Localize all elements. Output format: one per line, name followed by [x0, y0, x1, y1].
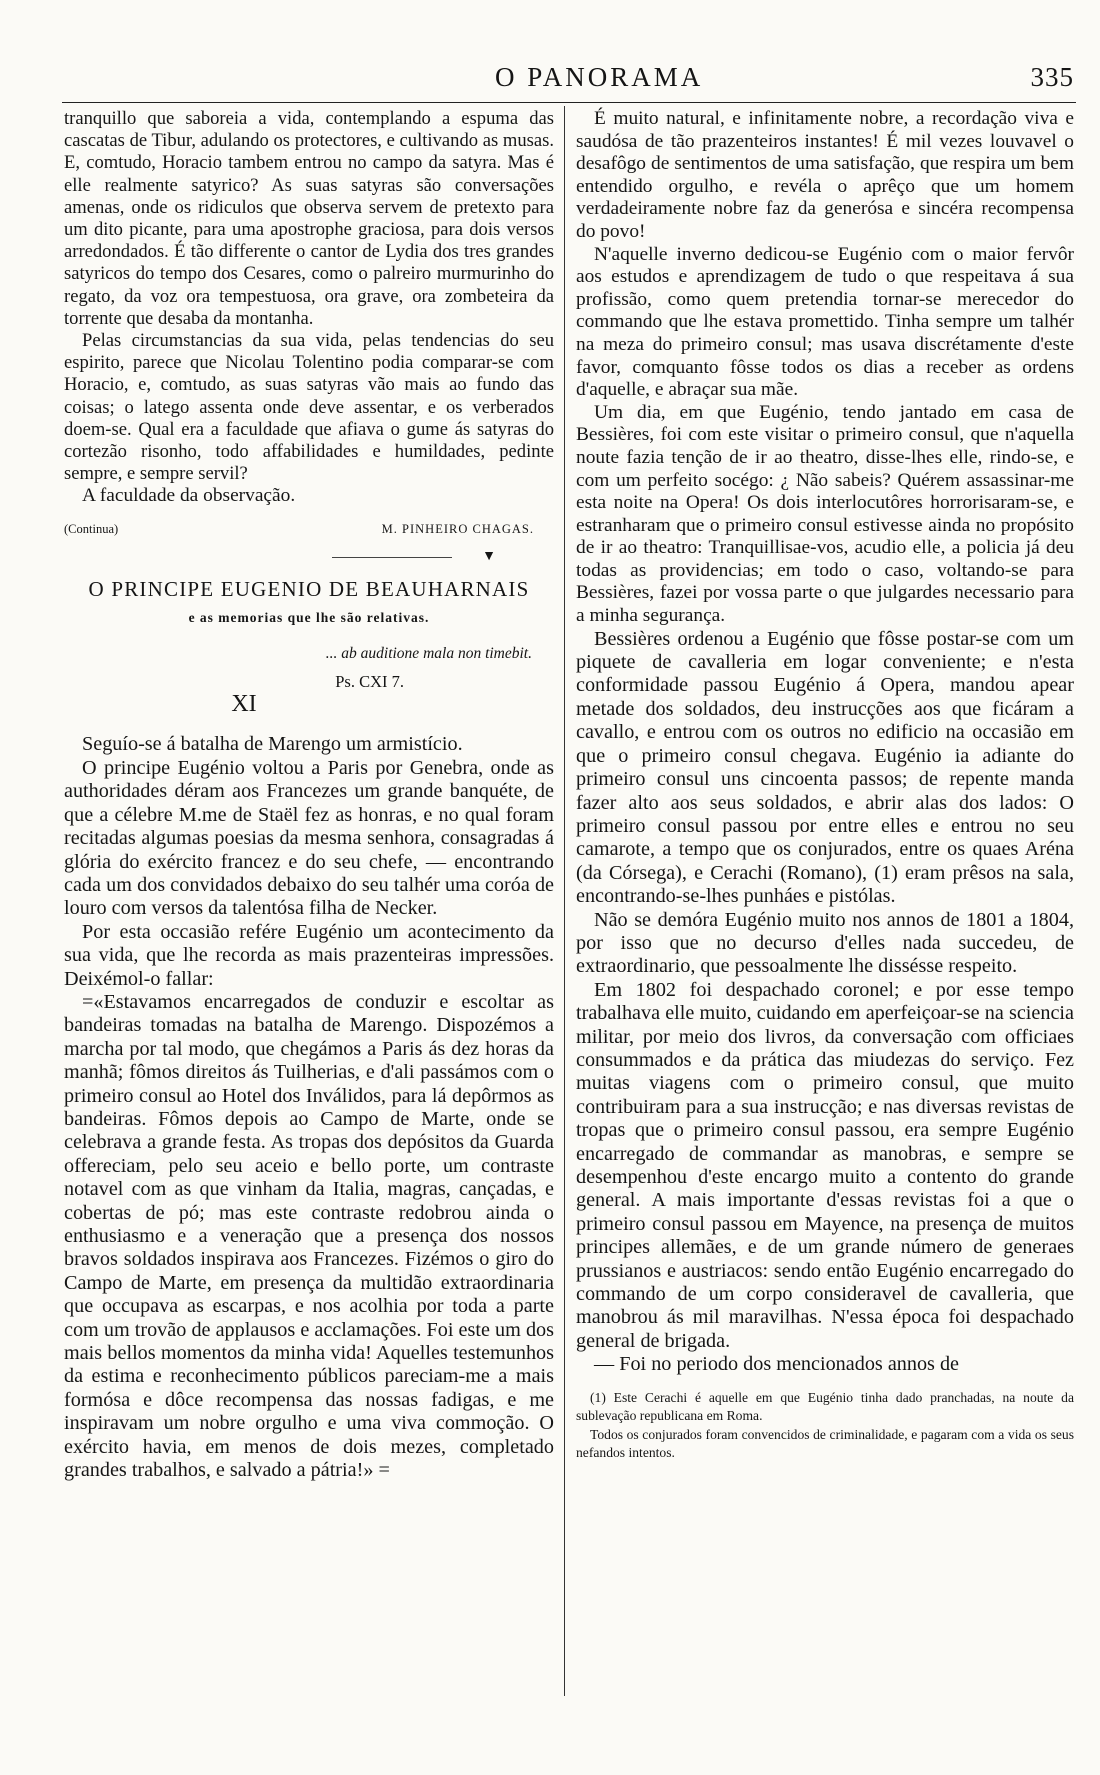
paragraph: Em 1802 foi despachado coronel; e por esse tempo trabalhava elle muito, cuidando em aperfeiçoar-se na sciencia militar, por meio dos livros, da conversação com officiaes consummados e da prática das miudezas do serviço. Fez muitas viagens com o primeiro consul, que muito contribuiram para a sua instrucção; e nas diversas revistas de tropas que o primeiro consul passou, era sempre Eugénio encarregado de commandar as manobras, e sempre se desempenhou d'este encargo muito a contento do grande general. A mais importante d'essas revistas foi a que o primeiro consul passou em Mayence, na presença de muitos principes allemães, e de um grande número de generaes prussianos e austriacos: sendo então Eugénio encarregado do commando de um corpo consideravel de cavalleria, que manobrou ás mil maravilhas. N'essa época foi despachado general de brigada. — [576, 978, 1074, 1352]
publication-title: O PANORAMA — [495, 62, 704, 92]
footnote: (1) Este Cerachi é aquelle em que Eugénio tinha dado pranchadas, na noute da sublevação republicana em Roma. — [576, 1389, 1074, 1424]
paragraph: O principe Eugénio voltou a Paris por Genebra, onde as authoridades déram aos Francezes um grande banquéte, de que a célebre M.me de Staël fez as honras, e no qual foram recitadas algumas poesias da mesma senhora, consagradas á glória do exército francez e do seu chefe, — encontrando cada um dos convidados debaixo do seu talhér uma coróa de louro com versos da talentósa filha de Necker. — [64, 756, 554, 920]
paragraph: — Foi no periodo dos mencionados annos de — [594, 1353, 960, 1376]
paragraph: Um dia, em que Eugénio, tendo jantado em casa de Bessières, foi com este visitar o primeiro consul, que n'aquella noute fazia tenção de ir ao theatro, disse-lhes elle, rindo-se, e com um perfeito socégo: ¿ Não sabeis? Quérem assassinar-me esta noite na Opera! Os dois interlocutôres horrorisaram-se, e estranharam que o primeiro consul estivesse ainda no propósito de ir ao theatro: Tranquillisae-vos, acudio elle, a policia já deu todas as providencias; em todo o caso, voltando-se para Bessières, fazei por vossa parte o que julgardes necessario para a minha segurança. — [576, 401, 1074, 627]
paragraph: Bessières ordenou a Eugénio que fôsse postar-se com um piquete de cavalleria em logar conveniente; e n'esta conformidade passou Eugénio á Opera, mandou apear metade dos soldados, deu instrucções aos que ficáram a cavallo, e entrou com os outros no edificio na occasião em que o primeiro consul chegava. Eugénio ia adiante do primeiro consul uns cincoenta passos; de repente manda fazer alto aos seus soldados, e abrir alas dos lados: O primeiro consul passou por entre elles e entrou no seu camarote, a tempo que os conjurados, entre os quaes Aréna (da Córsega), e Cerachi (Romano), (1) eram prêsos na sala, encontrando-se-lhes punháes e pistólas. — [576, 627, 1074, 908]
author-signature: M. PINHEIRO CHAGAS. — [381, 522, 534, 537]
paragraph: A faculdade da observação. — [82, 485, 296, 507]
paragraph: =«Estavamos encarregados de conduzir e escoltar as bandeiras tomadas na batalha de Marengo. Dispozémos a marcha por tal modo, que chegámos a Paris ás dez horas da manhã; fômos direitos ás Tuilherias, e d'ali passámos com o primeiro consul ao Hotel dos Inválidos, para lá depôrmos as bandeiras. Fômos depois ao Campo de Marte, onde se celebrava a grande festa. As tropas dos depósitos da Guarda offereciam, pelo seu aceio e bello porte, um contraste notavel com as que vinham da Italia, magras, cançadas, e cobertas de pó; mas este contraste redobrou ainda o enthusiasmo e a veneração que a presença dos nossos bravos soldados inspirava aos Francezes. Fizémos o giro do Campo de Marte, em presença da multidão extraordinaria que occupava as escarpas, e nos acolhia por toda a parte com um trovão de applausos e acclamações. Foi este um dos mais bellos momentos da minha vida! Aquelles testemunhos da estima e reconhecimento públicos pareciam-me a mais formósa e dôce recompensa das nossas fadigas, e me inspiravam um nobre orgulho e uma viva commoção. O exército havia, em menos de dois mezes, completado grandes trabalhos, e salvado a pátria!» = — [64, 990, 554, 1482]
paragraph: Seguío-se á batalha de Marengo um armistício. — [82, 733, 463, 756]
signature-line — [64, 518, 554, 540]
paragraph: Pelas circumstancias da sua vida, pelas tendencias do seu espirito, parece que Nicolau Tolentino podia comparar-se com Horacio, e, comtudo, as suas satyras vão mais ao fundo das coisas; o latego assenta onde deve assentar, e os verberados doem-se. Qual era a faculdade que afiava o gume ás satyras do cortezão risonho, todo affabilidades e humildades, pedinte sempre, e sempre servil? — [64, 330, 554, 485]
header-rule — [62, 102, 1076, 103]
continua-note: (Continua) — [64, 522, 119, 537]
section-separator: ▼ — [64, 546, 554, 568]
epigraph-reference: Ps. CXI 7. — [335, 672, 404, 692]
article-subtitle: e as memorias que lhe são relativas. — [188, 609, 430, 625]
paragraph: Não se demóra Eugénio muito nos annos de 1801 a 1804, por isso que no decurso d'elles nada succedeu, de extraordinario, que pessoalmente lhe dissésse respeito. — [576, 908, 1074, 978]
paragraph: N'aquelle inverno dedicou-se Eugénio com o maior fervôr aos estudos e aprendizagem de tudo o que respeitava á sua profissão, como quem pretendia tornar-se merecedor do commando que lhe estava promettido. Tinha sempre um talhér na meza do primeiro consul; mas usava discrétamente d'este favor, comquanto fôsse todos os dias a receber as ordens d'aquelle, e abraçar sua mãe. — [576, 243, 1074, 401]
paragraph: tranquillo que saboreia a vida, contemplando a espuma das cascatas de Tibur, adulando os protectores, e cultivando as musas. E, comtudo, Horacio tambem entrou no campo da satyra. Mas é elle realmente satyrico? As suas satyras são conversações amenas, onde os ridiculos que observa servem de pretexto para um dito picante, para uma apostrophe graciosa, para dois versos arredondados. É tão differente o cantor de Lydia dos tres grandes satyricos do tempo dos Cesares, como o palreiro murmurinho do regato, da voz ora tempestuosa, ora grave, ora zombeteira da torrente que desaba da montanha. — [64, 108, 554, 329]
right-column — [576, 108, 1074, 1463]
page-number: 335 — [1030, 62, 1074, 92]
column-divider — [564, 106, 565, 1696]
epigraph: ... ab auditione mala non timebit. — [325, 644, 532, 662]
footnote: Todos os conjurados foram convencidos de criminalidade, e pagaram com a vida os seus nefandos intentos. — [576, 1426, 1074, 1461]
article-title: O PRINCIPE EUGENIO DE BEAUHARNAIS — [88, 577, 530, 602]
chapter-number: XI — [231, 691, 257, 718]
paragraph: É muito natural, e infinitamente nobre, a recordação viva e saudósa de tão prazenteiros instantes! É mil vezes louvavel o desafôgo de sentimentos de uma satisfação, que respira um bem entendido orgulho, e revéla o aprêço que um homem verdadeiramente nobre faz da generósa e sincéra recompensa do povo! — [576, 108, 1074, 242]
page-header — [0, 62, 1100, 102]
footnotes — [576, 1389, 1074, 1463]
paragraph: Por esta occasião refére Eugénio um acontecimento da sua vida, que lhe recorda as mais prazenteiras impressões. Deixémol-o fallar: — [64, 920, 554, 990]
left-column — [64, 108, 554, 1482]
